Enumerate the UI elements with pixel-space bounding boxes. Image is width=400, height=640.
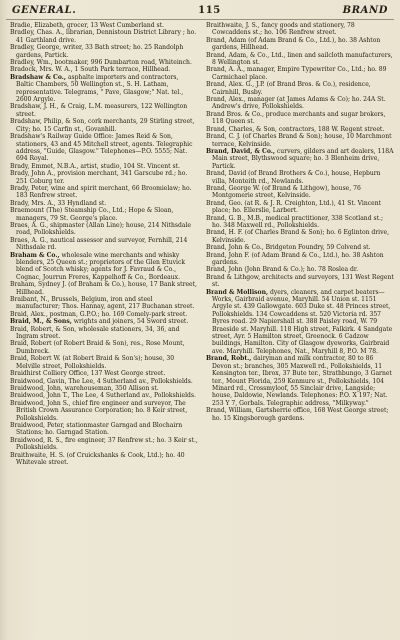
entry-text: Adam, & Co., Ltd., linen and sailcloth manufacturers, 8 Wellington st.: [212, 51, 393, 67]
entry-name: Bradshaw,: [10, 103, 42, 111]
directory-entry: [206, 22, 394, 37]
directory-entry: [10, 370, 198, 377]
entry-text: Adam (of Adam Brand & Co., Ltd.), ho. 38 Ashton gardens, Hillhead.: [212, 36, 381, 52]
entry-name: Bradley,: [10, 29, 35, 37]
entry-name: Brand, Robt.,: [206, 355, 252, 363]
entry-text: Peter, stationmaster Garngad and Blochairn Stations; ho. Garngad Station.: [16, 421, 183, 437]
entry-name: Braemount: [10, 207, 45, 215]
entry-text: H. S. (of Cruickshanks & Cook, Ltd.); ho. 40 Whitevale street.: [16, 451, 185, 466]
directory-entry: [10, 296, 198, 311]
entry-text: G. B., M.B., medical practitioner, 338 Scotland st.; ho. 348 Maxwell rd., Pollokshields.: [212, 214, 383, 229]
directory-entry: [10, 133, 198, 163]
entry-text: A. G., nautical assessor and surveyor, Fernhill, 214 Nithsdale rd.: [16, 236, 188, 252]
section-title: GENERAL.: [12, 5, 77, 16]
entry-name: Bradley,: [10, 59, 35, 67]
entry-name: Brady,: [10, 184, 30, 192]
entry-name: Bradshaw's: [10, 133, 46, 141]
entry-name: Braithwaite,: [206, 22, 244, 29]
directory-entry: [206, 229, 394, 244]
entry-text: Robert, & Son, wholesale stationers, 34, 36, and Ingram street.: [16, 325, 180, 341]
directory-entry: [10, 318, 198, 325]
entry-name: Brand,: [206, 81, 227, 89]
entry-name: Braidwood,: [10, 384, 45, 392]
entry-text: wrights and joiners, 54 Sword street.: [73, 318, 189, 326]
directory-entry: [206, 407, 394, 422]
directory-entry: [10, 437, 198, 452]
directory-entry: [10, 237, 198, 252]
directory-entry: [10, 207, 198, 222]
entry-text: C. J. (of Charles Brand & Son); house, 10 Marchmont terrace, Kelvinside.: [212, 133, 392, 148]
entry-text: Chas. A., librarian, Dennistoun District Library ; ho. 41 Garthland drive.: [16, 29, 197, 44]
entry-name: Braid,: [10, 310, 29, 318]
entry-text: Gavin, The Lee, 4 Sutherland av., Pollokshields.: [46, 377, 193, 385]
entry-text: Colliery Office, 137 West George street.: [42, 370, 166, 378]
directory-entry: [10, 252, 198, 282]
directory-entry: [10, 378, 198, 385]
entry-name: Braes,: [10, 236, 30, 244]
entry-text: A. G., shipmaster (Allan Line); house, 214 Nithsdale road, Pollokshields.: [16, 221, 191, 237]
entry-text: dyers, cleaners, and carpet beaters— Works, Gairbraid avenue, Maryhill. 54 Union st. 1151 Argyle st. 439 Gallowgate. 603 Duke st. 48 Princes street, Pollokshields. 134 Cowcaddens st. 520 Victoria rd. 357 Byres road. 29 Napiershall st. 388 Paisley road, W. 79 Braeside st. Maryhill. 118 High street, Falkirk. 4 Sandgate street, Ayr. 5 Hamilton street, Greenock. 6 Cadzow buildings, Hamilton. City of Glasgow dyeworks, Gairbraid ave. Maryhill. Telephones, Nat., Maryhill 8, P.O. M 78.: [212, 288, 393, 355]
entry-text: Robert W. (at Robert Braid & Son's); house, 30 Melville street, Pollokshields.: [16, 355, 175, 370]
entry-name: Brand & Mollison,: [206, 288, 269, 296]
entry-name: Brady,: [10, 199, 30, 207]
entry-name: Brand,: [206, 229, 227, 237]
entry-text: & Lithgow, architects and surveyors, 131 West Regent st.: [212, 273, 394, 289]
entry-text: Robert (of Robert Braid & Son), res., Rose Mount, Dumbreck.: [16, 340, 185, 355]
directory-entry: [206, 111, 394, 126]
entry-name: Bradshaw,: [10, 118, 42, 126]
entry-name: Brand,: [206, 66, 227, 74]
directory-entry: [206, 244, 394, 251]
directory-entry: [10, 452, 198, 467]
entry-text: Charles, & Son, contractors, 188 W. Regent street.: [228, 125, 385, 133]
entry-name: Bradshaw & Co.,: [10, 73, 66, 81]
directory-entry: [10, 103, 198, 118]
directory-entry: [10, 74, 198, 104]
entry-text: dairyman and milk contractor, 80 to 86 Devon st.; branches, 305 Maxwell rd., Pollokshields, 11 Kensington ter., Ibrox, 37 Bute ter., Strathbungo, 3 Garnet ter., Mount Florida, 259 Kenmure st., Pollokshields, 104 Minard rd., Crossmyloof, 55 Sinclair drive, Langside; house, Daldowie, Newlands. Telephones: P.O. X 197; Nat. 253 Y 7, Gorbals. Telegraphic address, "Milkyway.": [212, 355, 392, 407]
entry-name: Brand, David, & Co.,: [206, 147, 275, 155]
entry-name: Brand,: [206, 244, 227, 252]
entry-name: Brand,: [206, 199, 227, 207]
entry-name: Braithwaite,: [10, 451, 48, 459]
directory-entry: [206, 185, 394, 200]
entry-text: H. F. (of Charles Brand & Son); ho. 6 Eglinton drive, Kelvinside.: [212, 229, 390, 244]
directory-entry: [10, 422, 198, 437]
entry-text: asphalte importers and contractors, Baltic Chambers, 50 Wellington st., S. H. Latham, representative. Telegrams, " Pave, Glasgow;" Nat. tel., 2600 Argyle.: [16, 73, 184, 104]
directory-entry: [10, 400, 198, 422]
entry-text: George, writer, 33 Bath street; ho. 25 Randolph gardens, Partick.: [16, 44, 184, 59]
entry-name: Brand,: [206, 125, 227, 133]
entry-name: Braid,: [10, 355, 29, 363]
entry-text: William, Gartsherrie office, 168 West George street; ho. 15 Kingsborough gardens.: [212, 407, 389, 422]
entry-text: John & Co., Bridgeton Foundry, 59 Colvend st.: [228, 244, 371, 252]
directory-entry: [206, 215, 394, 230]
entry-name: Brand,: [206, 214, 227, 222]
entry-text: David (of Brand Brothers & Co.), house, Hepburn villa, Monteith rd., Newlands.: [212, 170, 381, 185]
entry-name: Brady,: [10, 170, 30, 178]
entry-name: Braidwood,: [10, 392, 45, 400]
directory-entry: [10, 355, 198, 370]
directory-entry: [10, 385, 198, 392]
directory-entry: [10, 44, 198, 59]
directory-entry: [206, 126, 394, 133]
entry-name: Brand,: [206, 51, 227, 59]
entry-text: N., Brussels, Belgium, iron and steel manufacturer; Thos. Hannay, agent, 217 Buchanan street.: [16, 296, 195, 311]
running-head: BRAND: [342, 5, 388, 16]
directory-entry: [10, 200, 198, 207]
entry-text: Alex. G., J.P. (of Brand Bros. & Co.), residence, Cairnhill, Busby.: [212, 81, 371, 96]
entry-name: Bradock,: [10, 66, 38, 74]
entry-name: Braid,: [10, 340, 29, 348]
directory-entry: [10, 66, 198, 73]
right-column: [206, 22, 394, 466]
entry-text: J. S., fancy goods and stationery, 78 Cowcaddens st.; ho. 106 Renfrew street.: [212, 22, 355, 37]
entry-name: Bradie,: [10, 22, 33, 29]
entry-name: Brand,: [206, 96, 227, 104]
directory-entry: [10, 118, 198, 133]
entry-text: Bros. & Co., produce merchants and sugar brokers, 118 Queen st.: [212, 110, 386, 126]
entry-name: Brand,: [206, 170, 227, 178]
entry-text: Philip, & Son, cork merchants, 29 Stirling street, City; ho. 15 Carfin st., Govanhill.: [16, 118, 195, 133]
entry-name: Brand: [206, 110, 225, 118]
entry-text: John S., chief fire engineer and surveyor, The British Crown Assurance Corporation; ho. 8 Keir street, Pollokshields.: [16, 399, 188, 422]
entry-name: Brand,: [206, 184, 227, 192]
entry-name: Brand,: [206, 407, 227, 415]
entry-text: George W. (of Brand & Lithgow), house, 76 Montgomerie street, Kelvinside.: [212, 184, 361, 200]
entry-text: Railway Guide Office: James Reid & Son, stationers, 43 and 45 Mitchell street, agents. Telegraphic address, "Guide, Glasgow." Telephones—P.O. 5555; Nat. 694 Royal.: [16, 133, 193, 163]
directory-entry: [206, 266, 394, 273]
directory-entry: [206, 81, 394, 96]
directory-entry: [10, 222, 198, 237]
directory-entry: [206, 274, 394, 289]
entry-name: Braidwood,: [10, 399, 45, 407]
entry-name: Braes,: [10, 221, 30, 229]
entry-text: wholesale wine merchants and whisky blenders, 25 Queen st.; proprietors of the Glen Etuvick blend of Scotch whisky; agents for J. Favraud & Co., Cognac, Jourrun Freres, Kappelhoff & Co., Bordeaux.: [16, 251, 186, 281]
directory-entry: [206, 52, 394, 67]
entry-text: (The) Steamship Co., Ltd.; Hope & Sloan, managers, 79 St. George's place.: [16, 207, 174, 222]
entry-name: Braidwood,: [10, 436, 45, 444]
directory-entry: [10, 22, 198, 29]
directory-entry: [10, 170, 198, 185]
entry-text: John A., provision merchant, 341 Garscube rd.; ho. 251 Coburg ter.: [16, 170, 188, 185]
directory-entry: [206, 289, 394, 356]
entry-name: Brand,: [206, 266, 227, 274]
directory-entry: [10, 311, 198, 318]
entry-name: Brand,: [206, 36, 227, 44]
entry-name: Braham,: [10, 281, 37, 289]
directory-entry: [206, 96, 394, 111]
page-number: 115: [198, 5, 221, 16]
entry-text: R. S., fire engineer, 37 Renfrew st.; ho. 3 Keir st., Pollokshields.: [16, 436, 198, 452]
entry-name: Braidhirst: [10, 370, 41, 378]
entry-text: Alex., postman, G.P.O.; ho. 169 Comely-park street.: [30, 310, 188, 318]
directory-entry: [10, 340, 198, 355]
entry-name: Brand: [206, 273, 225, 281]
left-column: [10, 22, 198, 466]
entry-text: Geo. (at R. & J. R. Creighton, Ltd.), 41 St. Vincent place; ho. Ellerslie, Larbert.: [212, 199, 382, 215]
entry-text: John T., The Lee, 4 Sutherland av., Pollokshields.: [46, 392, 196, 400]
directory-entry: [206, 37, 394, 52]
entry-text: John, warehouseman, 350 Allison st.: [46, 384, 159, 392]
entry-text: John F. (of Adam Brand & Co., Ltd.), ho. 38 Ashton gardens.: [212, 251, 384, 266]
directory-entry: [206, 252, 394, 267]
directory-entry: [10, 163, 198, 170]
entry-text: J. H., & Craig, L.M. measurers, 122 Wellington street.: [16, 103, 188, 118]
directory-entry: [10, 29, 198, 44]
entry-text: John (John Brand & Co.); ho. 78 Roslea dr.: [228, 266, 359, 274]
entry-name: Braidwood,: [10, 421, 45, 429]
entry-name: Brand,: [206, 133, 227, 141]
entry-name: Braidwood,: [10, 377, 45, 385]
entry-name: Braham & Co.,: [10, 251, 60, 259]
entry-text: Sydney J. (of Braham & Co.), house, 17 Bank street, Hillhead.: [16, 281, 197, 296]
directory-entry: [10, 59, 198, 66]
entry-text: Elizabeth, grocer, 13 West Cumberland st.: [34, 22, 164, 29]
directory-entry: [10, 392, 198, 399]
entry-text: curvers, gilders and art dealers, 118A Main street, Blythswood square; ho. 3 Blenheim drive, Partick.: [212, 147, 394, 170]
entry-text: Alex., manager (at James Adams & Co); ho. 24A St. Andrew's drive, Pollokshields.: [212, 96, 386, 111]
directory-entry: [206, 355, 394, 407]
directory-entry: [206, 133, 394, 148]
entry-name: Brady,: [10, 162, 30, 170]
directory-entry: [10, 326, 198, 341]
entry-text: Peter, wine and spirit merchant, 66 Broomielaw; ho. 183 Renfrew street.: [16, 184, 192, 200]
page-header: [6, 5, 394, 20]
directory-entry: [206, 200, 394, 215]
entry-text: Wm., bootmaker, 996 Dumbarton road, Whiteinch.: [36, 59, 192, 67]
text-columns: [6, 22, 394, 466]
entry-name: Braid, M., & Sons,: [10, 318, 72, 326]
entry-name: Braibant,: [10, 296, 39, 304]
entry-name: Braid,: [10, 325, 29, 333]
entry-text: Mrs. W. A., 1 South Park terrace, Hillhead.: [39, 66, 171, 74]
entry-text: Mrs. A., 33 Hyndland st.: [31, 199, 107, 207]
entry-text: Emmet, N.B.A., artist, studio, 104 St. Vincent st.: [31, 162, 180, 170]
entry-name: Brand,: [206, 251, 227, 259]
directory-entry: [206, 66, 394, 81]
entry-name: Bradley,: [10, 44, 35, 52]
directory-entry: [206, 170, 394, 185]
directory-entry: [10, 185, 198, 200]
directory-entry: [10, 281, 198, 296]
entry-text: A. A., manager, Empire Typewriter Co., Ltd.; ho. 89 Carmichael place.: [212, 66, 387, 81]
directory-entry: [206, 148, 394, 170]
